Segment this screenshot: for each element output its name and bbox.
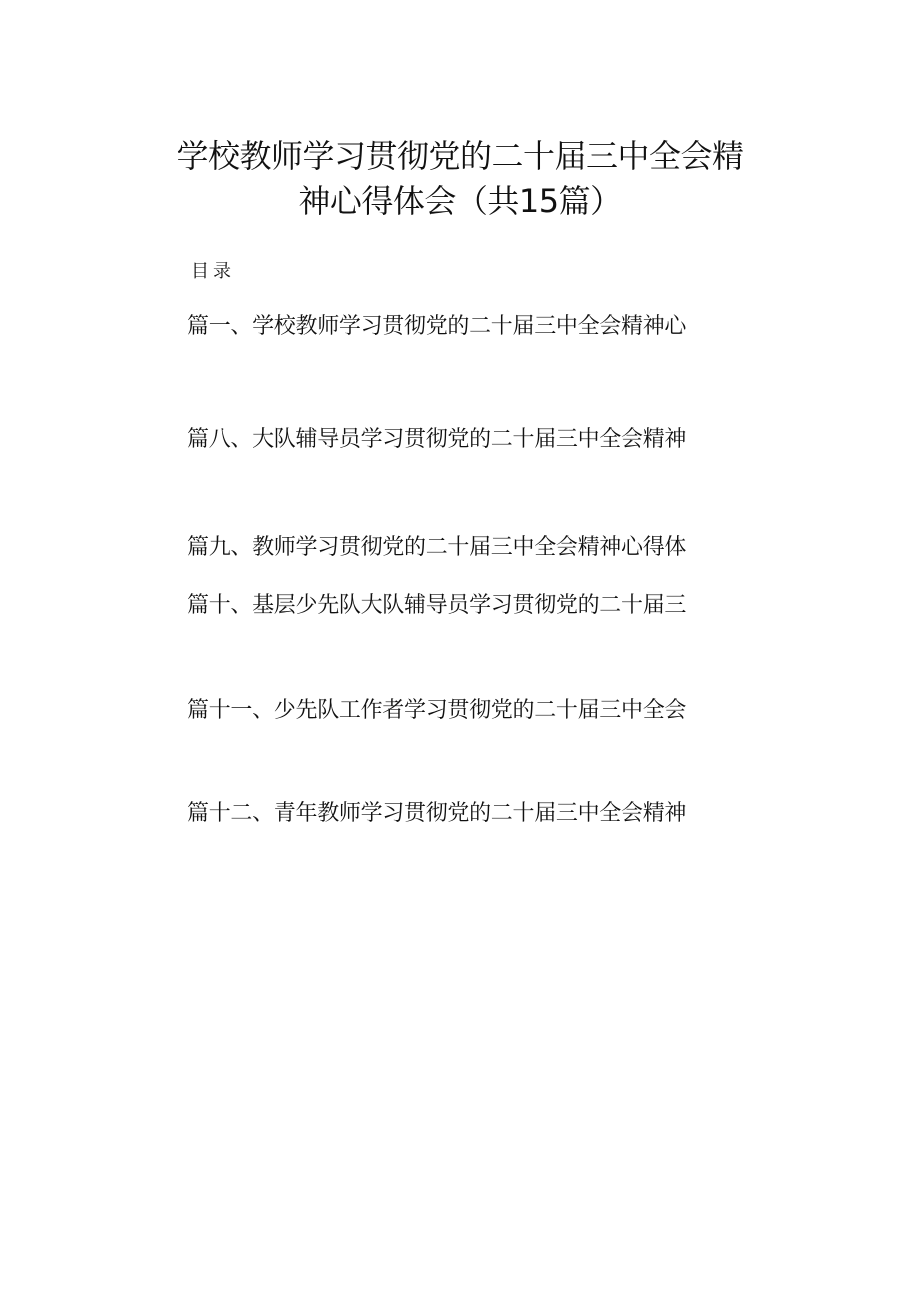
document-title-line-1: 学校教师学习贯彻党的二十届三中全会精 bbox=[176, 137, 744, 175]
toc-heading: 目录 bbox=[191, 261, 235, 282]
toc-entry[interactable]: 篇十、基层少先队大队辅导员学习贯彻党的二十届三 bbox=[187, 593, 687, 618]
document-title-line-2: 神心得体会（共15篇） bbox=[298, 182, 622, 220]
toc-entry[interactable]: 篇十一、少先队工作者学习贯彻党的二十届三中全会 bbox=[187, 698, 687, 723]
toc-entry[interactable]: 篇九、教师学习贯彻党的二十届三中全会精神心得体 bbox=[187, 535, 687, 560]
toc-entry[interactable]: 篇十二、青年教师学习贯彻党的二十届三中全会精神 bbox=[187, 801, 687, 826]
toc-entry[interactable]: 篇八、大队辅导员学习贯彻党的二十届三中全会精神 bbox=[187, 427, 687, 452]
toc-entry[interactable]: 篇一、学校教师学习贯彻党的二十届三中全会精神心 bbox=[187, 314, 687, 339]
